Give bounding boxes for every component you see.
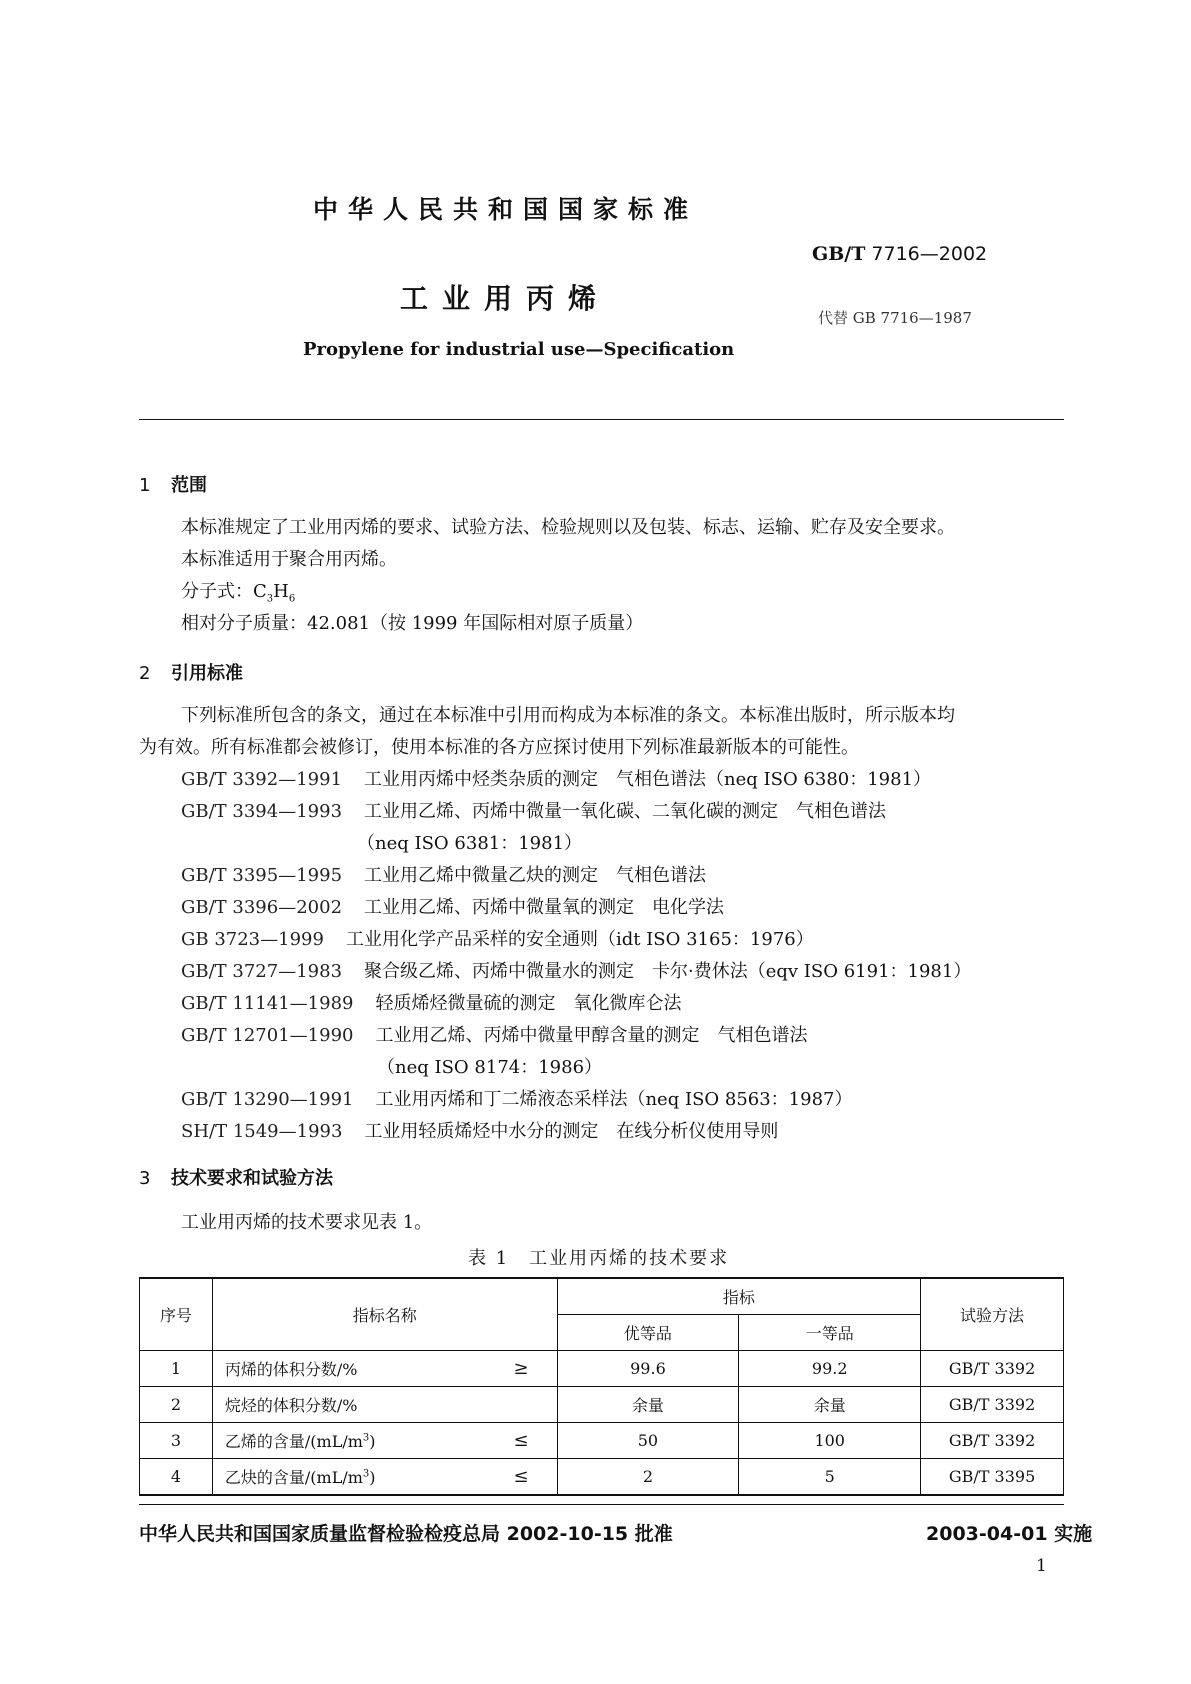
table-row — [140, 1387, 1064, 1423]
reference-title: 工业用轻质烯烃中水分的测定 在线分析仪使用导则 — [364, 1121, 779, 1142]
formula-carbon: C — [253, 581, 267, 602]
reference-continuation — [357, 829, 582, 855]
cell-first: 余量 — [739, 1387, 921, 1423]
reference-continuation — [377, 1053, 602, 1079]
cell-name — [212, 1459, 557, 1496]
molecular-mass: 相对分子质量：42.081（按 1999 年国际相对原子质量） — [181, 613, 644, 634]
cell-first: 100 — [739, 1423, 921, 1459]
reference-title: 工业用乙烯、丙烯中微量一氧化碳、二氧化碳的测定 气相色谱法 — [364, 801, 887, 822]
cell-no: 1 — [140, 1351, 213, 1387]
reference-item — [181, 989, 681, 1015]
reference-item — [181, 1085, 853, 1111]
reference-item — [181, 893, 724, 919]
table-row — [140, 1423, 1064, 1459]
reference-code: GB/T 11141—1989 — [181, 993, 354, 1014]
references-intro-line-1: 下列标准所包含的条文，通过在本标准中引用而构成为本标准的条文。本标准出版时，所示版本均 — [181, 705, 955, 726]
cell-premium: 99.6 — [557, 1351, 739, 1387]
cell-name-end: ) — [369, 1468, 376, 1487]
section-title: 技术要求和试验方法 — [171, 1168, 333, 1189]
reference-title: 工业用乙烯中微量乙炔的测定 气相色谱法 — [364, 865, 707, 886]
cell-method: GB/T 3392 — [921, 1423, 1064, 1459]
molecular-formula — [181, 577, 295, 605]
cell-method: GB/T 3395 — [921, 1459, 1064, 1496]
reference-code: SH/T 1549—1993 — [181, 1121, 343, 1142]
reference-item — [181, 925, 814, 951]
page-number: 1 — [1036, 1556, 1047, 1576]
cell-premium: 余量 — [557, 1387, 739, 1423]
formula-hydrogen: H — [273, 581, 289, 602]
footer-divider — [139, 1504, 1064, 1505]
scope-paragraph-2: 本标准适用于聚合用丙烯。 — [181, 549, 397, 570]
effective-date: 2003-04-01 实施 — [926, 1523, 1093, 1545]
reference-title: 工业用丙烯中烃类杂质的测定 气相色谱法（neq ISO 6380：1981） — [364, 769, 932, 790]
replaces-standard: 代替 GB 7716—1987 — [818, 309, 972, 327]
header-no: 序号 — [140, 1278, 213, 1351]
section-heading-scope — [139, 471, 207, 497]
cell-operator: ≤ — [513, 1430, 529, 1451]
cell-name — [212, 1387, 557, 1423]
standard-number — [812, 243, 987, 265]
reference-item — [181, 957, 971, 983]
header-divider — [139, 419, 1064, 420]
cell-operator: ≤ — [513, 1466, 529, 1487]
reference-item — [181, 1117, 778, 1143]
header-name: 指标名称 — [212, 1278, 557, 1351]
reference-code: GB/T 13290—1991 — [181, 1089, 354, 1110]
english-title: Propylene for industrial use—Specification — [303, 339, 735, 360]
header-method: 试验方法 — [921, 1278, 1064, 1351]
document-title: 工业用丙烯 — [400, 282, 611, 315]
cell-premium: 50 — [557, 1423, 739, 1459]
table-row — [140, 1459, 1064, 1496]
cell-method: GB/T 3392 — [921, 1351, 1064, 1387]
reference-code: GB/T 3396—2002 — [181, 897, 343, 918]
cell-name-text: 丙烯的体积分数/% — [224, 1360, 358, 1379]
formula-carbon-count: 3 — [266, 593, 274, 605]
reference-title: 工业用乙烯、丙烯中微量氧的测定 电化学法 — [364, 897, 725, 918]
cell-name — [212, 1351, 557, 1387]
reference-code: GB/T 3394—1993 — [181, 801, 343, 822]
reference-item — [181, 765, 931, 791]
section-number: 2 — [139, 663, 151, 684]
cell-first: 5 — [739, 1459, 921, 1496]
cell-no: 3 — [140, 1423, 213, 1459]
header-premium-grade: 优等品 — [557, 1315, 739, 1351]
reference-code: GB/T 3727—1983 — [181, 961, 343, 982]
table-row — [140, 1351, 1064, 1387]
reference-item — [181, 797, 886, 823]
cell-no: 2 — [140, 1387, 213, 1423]
reference-item — [181, 861, 706, 887]
standard-code: 7716—2002 — [871, 243, 988, 265]
cell-name-text: 乙炔的含量/(mL/m — [224, 1468, 363, 1487]
references-intro-line-2: 为有效。所有标准都会被修订，使用本标准的各方应探讨使用下列标准最新版本的可能性。 — [139, 737, 859, 758]
cell-name — [212, 1423, 557, 1459]
table-header-row — [140, 1278, 1064, 1315]
reference-code: GB/T 3392—1991 — [181, 769, 343, 790]
reference-code: GB 3723—1999 — [181, 929, 324, 950]
reference-title: （neq ISO 6381：1981） — [357, 833, 583, 854]
reference-title: 聚合级乙烯、丙烯中微量水的测定 卡尔·费休法（eqv ISO 6191：1981） — [364, 961, 972, 982]
formula-label: 分子式： — [181, 581, 253, 602]
reference-title: 工业用丙烯和丁二烯液态采样法（neq ISO 8563：1987） — [375, 1089, 853, 1110]
requirements-intro: 工业用丙烯的技术要求见表 1。 — [181, 1212, 433, 1233]
reference-title: 工业用乙烯、丙烯中微量甲醇含量的测定 气相色谱法 — [375, 1025, 808, 1046]
reference-item — [181, 1021, 807, 1047]
formula-hydrogen-count: 6 — [288, 593, 296, 605]
standard-prefix: GB/T — [812, 243, 866, 265]
cell-name-end: ) — [369, 1432, 376, 1451]
section-heading-requirements — [139, 1164, 333, 1190]
cell-name-text: 烷烃的体积分数/% — [224, 1396, 358, 1415]
reference-code: GB/T 12701—1990 — [181, 1025, 354, 1046]
section-number: 3 — [139, 1168, 151, 1189]
header-indicator: 指标 — [557, 1278, 921, 1315]
cell-operator: ≥ — [513, 1358, 529, 1379]
cell-method: GB/T 3392 — [921, 1387, 1064, 1423]
table-caption: 表 1 工业用丙烯的技术要求 — [468, 1248, 730, 1269]
section-title: 引用标准 — [171, 663, 243, 684]
reference-title: （neq ISO 8174：1986） — [377, 1057, 603, 1078]
section-number: 1 — [139, 475, 151, 496]
header-first-grade: 一等品 — [739, 1315, 921, 1351]
cell-name-superscript: 3 — [362, 1432, 370, 1444]
cell-first: 99.2 — [739, 1351, 921, 1387]
approval-statement: 中华人民共和国国家质量监督检验检疫总局 2002-10-15 批准 — [139, 1523, 673, 1545]
cell-name-superscript: 3 — [362, 1468, 370, 1480]
cell-name-text: 乙烯的含量/(mL/m — [224, 1432, 363, 1451]
scope-paragraph-1: 本标准规定了工业用丙烯的要求、试验方法、检验规则以及包装、标志、运输、贮存及安全要求。 — [181, 517, 955, 538]
reference-code: GB/T 3395—1995 — [181, 865, 343, 886]
cell-premium: 2 — [557, 1459, 739, 1496]
requirements-table — [139, 1277, 1064, 1496]
reference-title: 工业用化学产品采样的安全通则（idt ISO 3165：1976） — [345, 929, 814, 950]
national-standard-title: 中华人民共和国国家标准 — [313, 195, 699, 224]
cell-no: 4 — [140, 1459, 213, 1496]
reference-title: 轻质烯烃微量硫的测定 氧化微库仑法 — [375, 993, 682, 1014]
section-title: 范围 — [171, 475, 207, 496]
section-heading-references — [139, 659, 243, 685]
